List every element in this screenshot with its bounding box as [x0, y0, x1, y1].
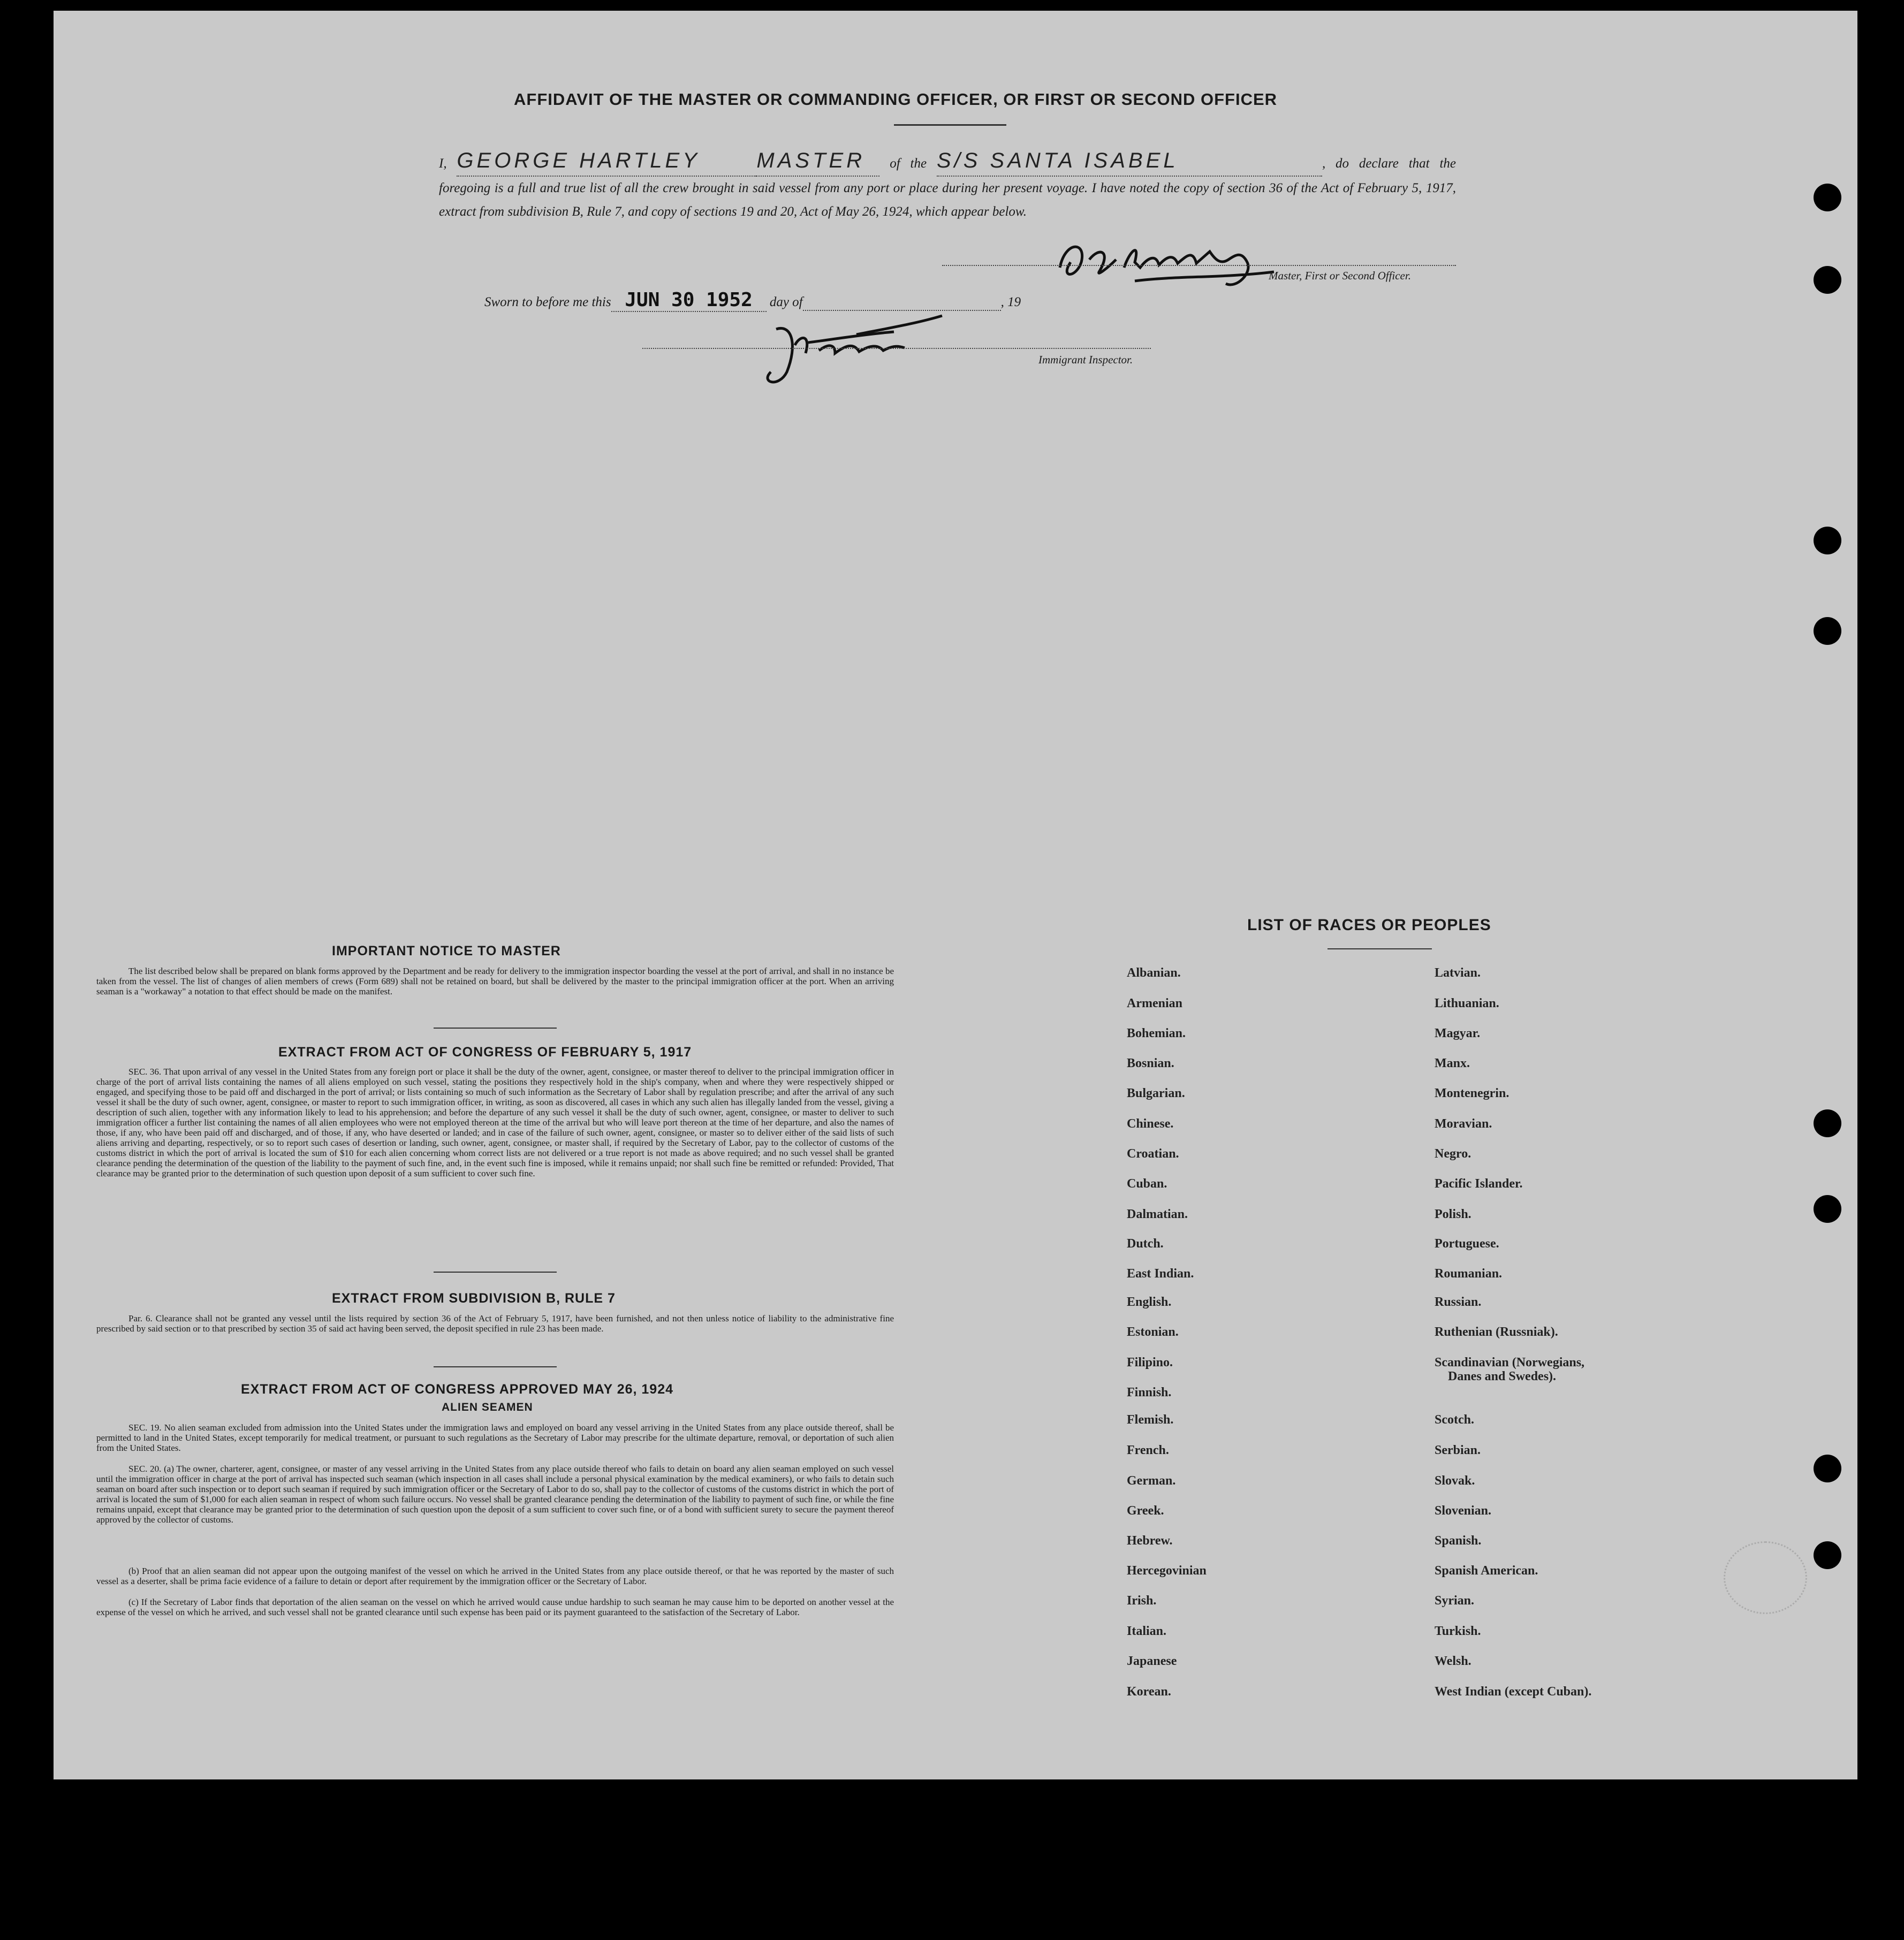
master-name: GEORGE HARTLEY — [457, 149, 700, 172]
race-item: Chinese. — [1127, 1117, 1174, 1131]
race-item: Roumanian. — [1435, 1267, 1503, 1281]
race-item: Bulgarian. — [1127, 1086, 1185, 1100]
master-rank: MASTER — [756, 149, 866, 172]
rank-field — [756, 149, 879, 177]
section-rule — [434, 1028, 557, 1029]
race-item: English. — [1127, 1295, 1172, 1309]
race-item: Spanish American. — [1435, 1564, 1538, 1578]
race-item: Serbian. — [1435, 1443, 1481, 1457]
year-prefix: , 19 — [1000, 295, 1021, 309]
name-field — [457, 149, 756, 177]
race-item: Dalmatian. — [1127, 1207, 1188, 1221]
race-item: Lithuanian. — [1435, 996, 1499, 1010]
race-item: Hercegovinian — [1127, 1564, 1207, 1578]
signature-caption: Master, First or Second Officer. — [1269, 269, 1411, 282]
race-item: Negro. — [1435, 1147, 1471, 1161]
extract-1917-text: SEC. 36. That upon arrival of any vessel in the United States from any foreign port or place it shall be the duty of the owner, agent, consignee, or master thereof to deliver to the principal immigration officer in charge of the port of arrival lists containing the names of all aliens employed on such vessel, stating the positions they respectively hold in the ship's company, when and where they were respectively shipped or engaged, and specifying those to be paid off and discharged in the port of arrival; or lists containing so much of such information as the Secretary of Labor shall by regulation prescribe; and after the arrival of any such vessel it shall be the duty of such owner, agent, consignee, or master to report to such immigration officer, in writing, as soon as discovered, all cases in which any such alien has illegally landed from the vessel, giving a description of such alien, together with any information likely to lead to his apprehension; and before the departure of any such vessel it shall be the duty of such owner, agent, consignee, or master to deliver to such immigration officer a further list containing the names of all alien employees who were not employed thereon at the time of the arrival but who will leave port thereon at the time of her departure, and also the names of those, if any, who have been paid off and discharged, and of those, if any, who have deserted or landed; and in case of the failure of such owner, agent, consignee, or master so to deliver either of the said lists of such aliens arriving and departing, respectively, or so to report such cases of desertion or landing, such owner, agent, consignee, or master shall, if required by the Secretary of Labor, pay to the collector of customs of the customs district in which the port of arrival is located the sum of $10 for each alien concerning whom correct lists are not delivered or a true report is not made as above required; and no such vessel shall be granted clearance pending the determination of the question of the liability to the payment of such fine, and, in the event such fine is imposed, while it remains unpaid; nor shall such fine be remitted or refunded: Provided, That clearance may be granted prior to the determination of such question upon deposit of a sum sufficient to cover such fine. — [96, 1067, 894, 1178]
punch-hole — [1814, 617, 1841, 645]
date-stamp: JUN 30 1952 — [625, 289, 753, 311]
race-item: Danes and Swedes). — [1448, 1370, 1557, 1383]
race-item: Cuban. — [1127, 1177, 1167, 1191]
race-item: Albanian. — [1127, 966, 1181, 980]
race-item: Finnish. — [1127, 1386, 1172, 1399]
race-item: Slovenian. — [1435, 1504, 1492, 1518]
signature-line — [942, 265, 1456, 266]
day-of: day of — [769, 295, 803, 309]
race-item: Dutch. — [1127, 1237, 1164, 1251]
section-rule — [434, 1272, 557, 1273]
inspector-caption: Immigrant Inspector. — [1038, 353, 1133, 366]
punch-hole — [1814, 266, 1841, 294]
extract-rule7-heading: EXTRACT FROM SUBDIVISION B, RULE 7 — [332, 1291, 616, 1306]
master-signature — [1049, 230, 1295, 294]
race-item: Filipino. — [1127, 1356, 1173, 1370]
race-item: Scotch. — [1435, 1413, 1474, 1427]
affidavit-body — [439, 149, 1456, 224]
notice-text: The list described below shall be prepared on blank forms approved by the Department and be ready for delivery to the immigration inspector boarding the vessel at the port of arrival, and shall in no instance be taken from the vessel. The list of changes of alien members of crews (Form 689) shall not be retained on board, but shall be delivered by the master to the principal immigration officer at the port. When an arriving seaman is a "workaway" a notation to that effect should be made on the manifest. — [96, 966, 894, 996]
punch-hole — [1814, 184, 1841, 211]
declare-text: , do declare that the foregoing is a full and true list of all the crew brought in said vessel from any port or place during her present voyage. I have noted the copy of section 36 of the Act of February 5, 1917, extract from subdivision B, Rule 7, and copy of sections 19 and 20, Act of May 26, 1924, which appear below. — [439, 156, 1457, 219]
race-item: Moravian. — [1435, 1117, 1492, 1131]
race-item: Bosnian. — [1127, 1056, 1174, 1070]
race-item: Greek. — [1127, 1504, 1164, 1518]
punch-hole — [1814, 1541, 1841, 1569]
race-item: West Indian (except Cuban). — [1435, 1685, 1592, 1699]
race-item: East Indian. — [1127, 1267, 1194, 1281]
race-item: Manx. — [1435, 1056, 1470, 1070]
race-item: Italian. — [1127, 1624, 1167, 1638]
races-rule — [1328, 948, 1432, 949]
i-prefix: I, — [439, 156, 447, 171]
race-item: Montenegrin. — [1435, 1086, 1509, 1100]
title-rule — [894, 124, 1006, 126]
race-item: Japanese — [1127, 1654, 1177, 1668]
race-item: Portuguese. — [1435, 1237, 1499, 1251]
section-rule — [434, 1366, 557, 1367]
notice-heading: IMPORTANT NOTICE TO MASTER — [332, 944, 561, 958]
race-item: Polish. — [1435, 1207, 1471, 1221]
punch-hole — [1814, 1109, 1841, 1137]
extract-rule7-text: Par. 6. Clearance shall not be granted any vessel until the lists required by section 36 of the Act of February 5, 1917, have been furnished, and not then unless notice of liability to the administrative fine prescribed by said section or to that prescribed by section 35 of said act having been served, the deposit specified in rule 23 has been made. — [96, 1313, 894, 1334]
race-item: Magyar. — [1435, 1026, 1481, 1040]
races-title: LIST OF RACES OR PEOPLES — [1247, 916, 1491, 934]
race-item: Hebrew. — [1127, 1534, 1173, 1548]
race-item: Bohemian. — [1127, 1026, 1186, 1040]
sworn-line — [484, 289, 1021, 312]
month-field — [803, 295, 1001, 311]
race-item: Latvian. — [1435, 966, 1481, 980]
sec20a-text: SEC. 20. (a) The owner, charterer, agent, consignee, or master of any vessel arriving in the United States from any place outside thereof who fails to detain on board any alien seaman employed on such vessel until the immigration officer in charge at the port of arrival has inspected such seaman (which inspection in all cases shall include a personal physical examination by the medical examiners), or who fails to detain such seaman on board after such inspection or to deport such seaman if required by such immigration officer or the Secretary of Labor to do so, shall pay to the collector of customs of the customs district in which the port of arrival is located the sum of $1,000 for each alien seaman in respect of whom such failure occurs. No vessel shall be granted clearance pending the determination of the liability to payment of such fine, or while the fine remains unpaid, except that clearance may be granted prior to the determination of such question upon the deposit of a sum sufficient to cover such fine, or of a bond with sufficient surety to secure the payment thereof approved by the collector of customs. — [96, 1464, 894, 1525]
affidavit-title: AFFIDAVIT OF THE MASTER OR COMMANDING OFFICER, OR FIRST OR SECOND OFFICER — [514, 90, 1278, 109]
race-item: Syrian. — [1435, 1594, 1475, 1608]
race-item: Armenian — [1127, 996, 1182, 1010]
race-item: Turkish. — [1435, 1624, 1481, 1638]
extract-1917-heading: EXTRACT FROM ACT OF CONGRESS OF FEBRUARY 5, 1917 — [278, 1045, 692, 1060]
race-item: Estonian. — [1127, 1325, 1179, 1339]
sec20b-text: (b) Proof that an alien seaman did not appear upon the outgoing manifest of the vessel on which he arrived in the United States from any place outside thereof, or that he was reported by the master of such vessel as a deserter, shall be prima facie evidence of a failure to detain or deport after requirement by the immigration officer or the Secretary of Labor. — [96, 1566, 894, 1586]
race-item: Flemish. — [1127, 1413, 1174, 1427]
punch-hole — [1814, 1195, 1841, 1223]
race-item: Spanish. — [1435, 1534, 1482, 1548]
race-item: German. — [1127, 1474, 1176, 1488]
inspector-line — [642, 348, 1151, 349]
inspector-signature — [755, 313, 958, 393]
race-item: French. — [1127, 1443, 1169, 1457]
vessel-field — [937, 149, 1322, 177]
extract-1924-subheading: ALIEN SEAMEN — [442, 1401, 533, 1413]
punch-hole — [1814, 1455, 1841, 1482]
punch-hole — [1814, 527, 1841, 554]
race-item: Croatian. — [1127, 1147, 1179, 1161]
race-item: Scandinavian (Norwegians, — [1435, 1356, 1585, 1370]
race-item: Slovak. — [1435, 1474, 1475, 1488]
vessel-name: S/S SANTA ISABEL — [936, 149, 1179, 172]
faint-seal — [1724, 1541, 1807, 1614]
sworn-prefix: Sworn to before me this — [484, 295, 611, 309]
extract-1924-heading: EXTRACT FROM ACT OF CONGRESS APPROVED MAY 26, 1924 — [241, 1382, 674, 1397]
race-item: Russian. — [1435, 1295, 1482, 1309]
sec19-text: SEC. 19. No alien seaman excluded from admission into the United States under the immigration laws and employed on board any vessel arriving in the United States from any place outside thereof, shall be permitted to land in the United States, except temporarily for medical treatment, or pursuant to such regulations as the Secretary of Labor may prescribe for the ultimate departure, removal, or deportation of such alien from the United States. — [96, 1422, 894, 1453]
race-item: Korean. — [1127, 1685, 1171, 1699]
race-item: Ruthenian (Russniak). — [1435, 1325, 1558, 1339]
race-item: Pacific Islander. — [1435, 1177, 1523, 1191]
date-field — [611, 289, 767, 312]
race-item: Welsh. — [1435, 1654, 1471, 1668]
of-the: of the — [890, 156, 927, 171]
sec20c-text: (c) If the Secretary of Labor finds that deportation of the alien seaman on the vessel on which he arrived would cause undue hardship to such seaman he may cause him to be deported on another vessel at the expense of the vessel on which he arrived, and such vessel shall not be granted clearance until such expense has been paid or its payment guaranteed to the satisfaction of the Secretary of Labor. — [96, 1597, 894, 1617]
race-item: Irish. — [1127, 1594, 1157, 1608]
